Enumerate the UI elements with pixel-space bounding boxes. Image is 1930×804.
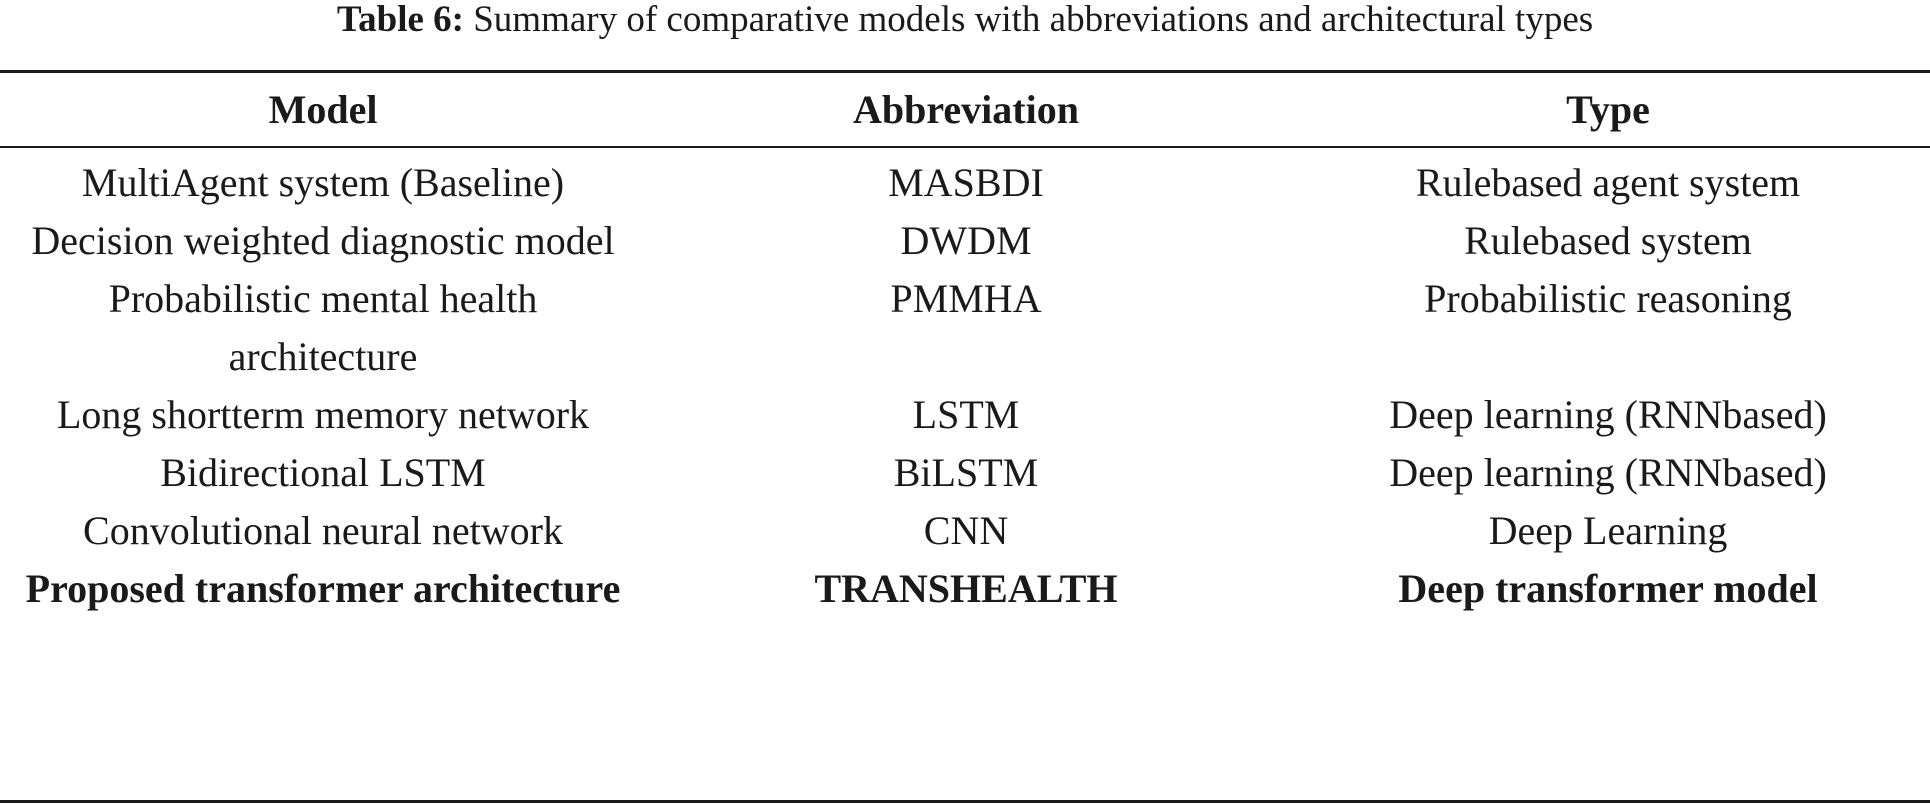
cell-model xyxy=(0,560,646,618)
cell-model xyxy=(0,444,646,502)
model-name: MultiAgent system (Baseline) xyxy=(81,160,565,205)
model-name: Convolutional neural network xyxy=(83,508,563,553)
model-name: Long shortterm memory network xyxy=(56,392,590,437)
header-abbreviation: Abbreviation xyxy=(853,86,1079,132)
cell-model xyxy=(0,146,646,212)
cell-type: Rulebased system xyxy=(1464,218,1752,263)
cell-abbreviation: MASBDI xyxy=(888,160,1044,205)
table-row xyxy=(0,270,1930,386)
cell-type: Probabilistic reasoning xyxy=(1424,276,1792,321)
cell-abbreviation: DWDM xyxy=(900,218,1032,263)
cell-abbreviation: CNN xyxy=(923,508,1009,553)
cell-type: Deep learning (RNNbased) xyxy=(1389,450,1827,495)
cell-type: Deep transformer model xyxy=(1398,566,1818,611)
header-type: Type xyxy=(1566,86,1650,132)
model-name: Decision weighted diagnostic model xyxy=(31,218,615,263)
table-row xyxy=(0,502,1930,560)
cell-abbreviation: BiLSTM xyxy=(893,450,1039,495)
table-caption xyxy=(0,0,1930,46)
cell-abbreviation: TRANSHEALTH xyxy=(814,566,1118,611)
cell-model xyxy=(0,212,646,270)
comparative-models-table xyxy=(0,73,1930,618)
table-row xyxy=(0,146,1930,212)
table-row xyxy=(0,560,1930,618)
header-model: Model xyxy=(268,86,378,132)
cell-abbreviation: LSTM xyxy=(912,392,1020,437)
model-name: Proposed transformer architecture xyxy=(25,566,621,611)
table-caption-label: Table 6: xyxy=(336,0,464,40)
cell-type: Deep learning (RNNbased) xyxy=(1389,392,1827,437)
table-header-row xyxy=(0,73,1930,146)
table-caption-text: Summary of comparative models with abbreviations and architectural types xyxy=(473,0,1594,40)
cell-abbreviation: PMMHA xyxy=(890,276,1042,321)
table-row xyxy=(0,212,1930,270)
table-body xyxy=(0,146,1930,618)
cell-model xyxy=(0,386,646,444)
table-bottom-rule xyxy=(0,800,1930,803)
table-row xyxy=(0,444,1930,502)
table-row xyxy=(0,386,1930,444)
cell-type: Rulebased agent system xyxy=(1415,160,1801,205)
model-name: Probabilistic mental health architecture xyxy=(108,276,538,379)
cell-type: Deep Learning xyxy=(1488,508,1728,553)
cell-model xyxy=(0,502,646,560)
model-name: Bidirectional LSTM xyxy=(160,450,486,495)
cell-model xyxy=(0,270,646,386)
